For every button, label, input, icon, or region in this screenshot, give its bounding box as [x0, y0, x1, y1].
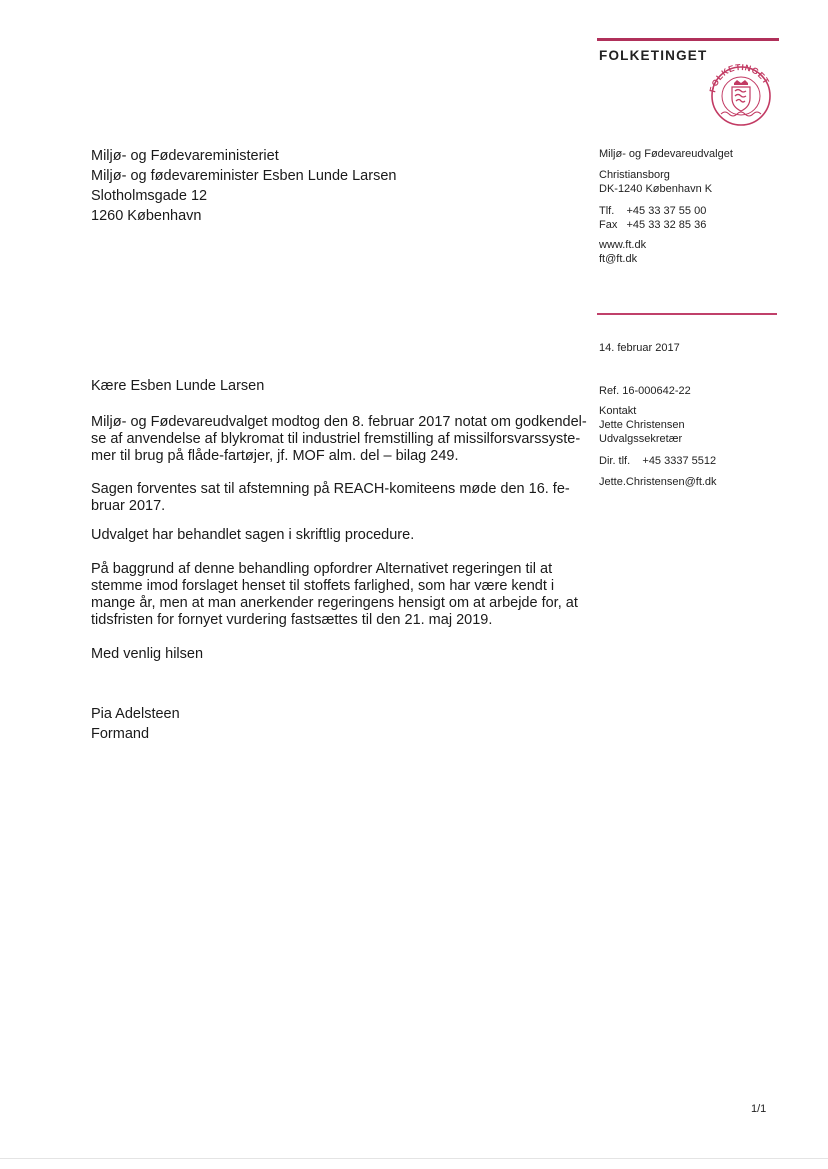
- recipient-line: Miljø- og fødevareminister Esben Lunde Larsen: [91, 168, 397, 184]
- recipient-line: Miljø- og Fødevareministeriet: [91, 148, 279, 164]
- paragraph-line: tidsfristen for fornyet vurdering fastsættes til den 21. maj 2019.: [91, 612, 493, 628]
- paragraph-line: se af anvendelse af blykromat til industriel fremstilling af missilforsvarssyste-: [91, 431, 581, 447]
- recipient-address: [91, 146, 396, 226]
- paragraph-line: bruar 2017.: [91, 498, 166, 514]
- paragraph-1: [91, 414, 587, 465]
- svg-text:FOLKETINGET: [707, 62, 771, 93]
- sender-committee: Miljø- og Fødevareudvalget: [599, 148, 733, 160]
- paragraph-line: mange år, men at man anerkender regeringens hensigt om at arbejde for, at: [91, 595, 578, 611]
- contact-name: Jette Christensen: [599, 419, 685, 431]
- contact-block: [599, 404, 685, 446]
- sender-building: Christiansborg: [599, 169, 670, 181]
- sender-fax: Fax +45 33 32 85 36: [599, 219, 707, 231]
- letter-date: 14. februar 2017: [599, 342, 680, 354]
- sender-phone: Tlf. +45 33 37 55 00: [599, 205, 707, 217]
- paragraph-4: [91, 561, 578, 629]
- org-name: FOLKETINGET: [599, 48, 708, 63]
- closing: Med venlig hilsen: [91, 646, 204, 662]
- contact-label: Kontakt: [599, 405, 637, 417]
- paragraph-line: Sagen forventes sat til afstemning på REACH-komiteens møde den 16. fe-: [91, 481, 570, 497]
- folketinget-seal-icon: [705, 62, 777, 126]
- reference-number: Ref. 16-000642-22: [599, 385, 691, 397]
- sender-phone-block: [599, 204, 706, 232]
- page-number: 1/1: [751, 1103, 767, 1115]
- sender-email-link[interactable]: ft@ft.dk: [599, 253, 638, 265]
- sender-web-link[interactable]: www.ft.dk: [599, 239, 647, 251]
- contact-email-link[interactable]: Jette.Christensen@ft.dk: [599, 476, 717, 488]
- paragraph-2: [91, 481, 571, 515]
- page-bottom-edge: [0, 1158, 828, 1159]
- sidebar-rule: [597, 313, 777, 315]
- sender-web-block: [599, 238, 646, 266]
- recipient-line: 1260 København: [91, 208, 202, 224]
- signer-name: Pia Adelsteen: [91, 706, 180, 722]
- paragraph-line: På baggrund af denne behandling opfordrer Alternativet regeringen til at: [91, 561, 553, 577]
- paragraph-3: [91, 527, 571, 544]
- sender-address: [599, 168, 712, 196]
- seal-text: FOLKETINGET: [707, 62, 772, 94]
- paragraph-line: Udvalget har behandlet sagen i skriftlig procedure.: [91, 527, 415, 543]
- contact-title: Udvalgssekretær: [599, 433, 683, 445]
- contact-direct-phone: Dir. tlf. +45 3337 5512: [599, 455, 717, 467]
- recipient-line: Slotholmsgade 12: [91, 188, 208, 204]
- paragraph-line: stemme imod forslaget henset til stoffets farlighed, som har være kendt i: [91, 578, 555, 594]
- signer-title: Formand: [91, 726, 150, 742]
- sender-postal: DK-1240 København K: [599, 183, 713, 195]
- paragraph-line: Miljø- og Fødevareudvalget modtog den 8. februar 2017 notat om godkendel-: [91, 414, 587, 430]
- header-rule: [597, 38, 779, 41]
- salutation: Kære Esben Lunde Larsen: [91, 378, 265, 394]
- signature-block: [91, 704, 571, 744]
- paragraph-line: mer til brug på flåde-fartøjer, jf. MOF alm. del – bilag 249.: [91, 448, 459, 464]
